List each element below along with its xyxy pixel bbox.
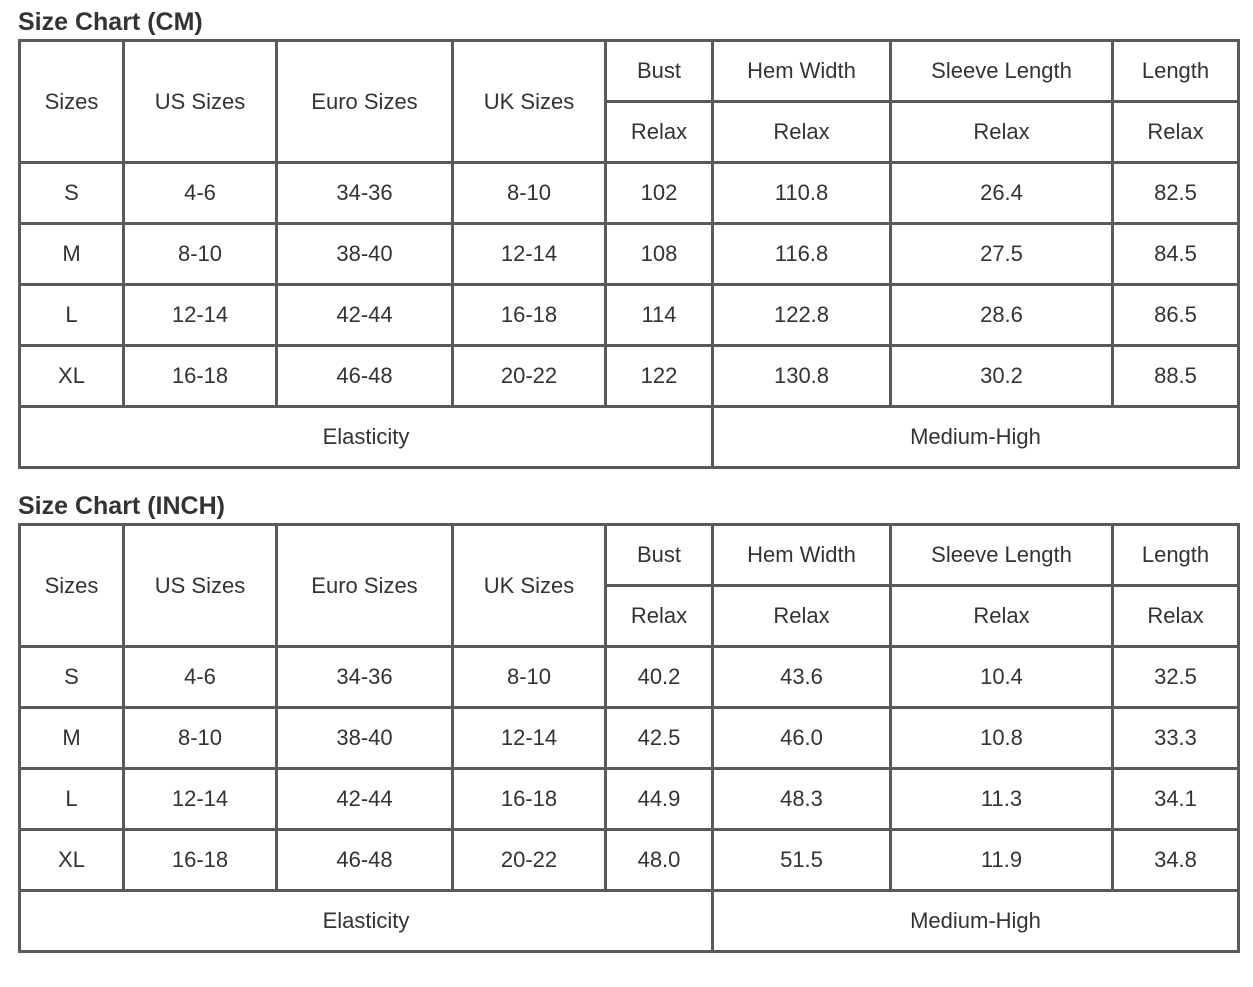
cell-length: 32.5: [1113, 647, 1239, 708]
cell-uk-size: 20-22: [453, 830, 606, 891]
elasticity-value: Medium-High: [713, 891, 1239, 952]
footer-row: [20, 891, 1239, 952]
table-row: [20, 769, 1239, 830]
cell-euro-size: 42-44: [277, 285, 453, 346]
cell-euro-size: 46-48: [277, 346, 453, 407]
size-chart-inch-table: [18, 523, 1240, 953]
size-chart-cm-table: [18, 39, 1240, 469]
cell-sleeve-length: 10.8: [891, 708, 1113, 769]
cell-sleeve-length: 26.4: [891, 163, 1113, 224]
subheader-relax: Relax: [606, 102, 713, 163]
cell-uk-size: 12-14: [453, 224, 606, 285]
cell-size: S: [20, 647, 124, 708]
cell-euro-size: 42-44: [277, 769, 453, 830]
cell-bust: 42.5: [606, 708, 713, 769]
header-us-sizes: US Sizes: [124, 41, 277, 163]
cell-sleeve-length: 30.2: [891, 346, 1113, 407]
cell-bust: 44.9: [606, 769, 713, 830]
cell-uk-size: 12-14: [453, 708, 606, 769]
table-row: [20, 708, 1239, 769]
subheader-relax: Relax: [713, 102, 891, 163]
header-us-sizes: US Sizes: [124, 525, 277, 647]
cell-length: 86.5: [1113, 285, 1239, 346]
cell-sleeve-length: 11.9: [891, 830, 1113, 891]
cell-uk-size: 8-10: [453, 647, 606, 708]
subheader-relax: Relax: [1113, 102, 1239, 163]
cell-hem-width: 46.0: [713, 708, 891, 769]
cell-size: M: [20, 708, 124, 769]
cell-hem-width: 122.8: [713, 285, 891, 346]
subheader-relax: Relax: [1113, 586, 1239, 647]
cell-sleeve-length: 10.4: [891, 647, 1113, 708]
cell-sleeve-length: 11.3: [891, 769, 1113, 830]
header-sleeve-length: Sleeve Length: [891, 41, 1113, 102]
cell-uk-size: 16-18: [453, 769, 606, 830]
table-row: [20, 346, 1239, 407]
cell-sleeve-length: 28.6: [891, 285, 1113, 346]
cell-us-size: 4-6: [124, 163, 277, 224]
cell-us-size: 16-18: [124, 346, 277, 407]
cell-bust: 40.2: [606, 647, 713, 708]
cell-length: 88.5: [1113, 346, 1239, 407]
cell-euro-size: 34-36: [277, 647, 453, 708]
cell-uk-size: 16-18: [453, 285, 606, 346]
cell-hem-width: 110.8: [713, 163, 891, 224]
header-row: [20, 41, 1239, 102]
cell-size: S: [20, 163, 124, 224]
footer-row: [20, 407, 1239, 468]
cell-us-size: 12-14: [124, 285, 277, 346]
cell-size: XL: [20, 830, 124, 891]
cell-bust: 108: [606, 224, 713, 285]
cell-sleeve-length: 27.5: [891, 224, 1113, 285]
header-sleeve-length: Sleeve Length: [891, 525, 1113, 586]
cell-us-size: 8-10: [124, 708, 277, 769]
header-bust: Bust: [606, 41, 713, 102]
size-chart-inch-title: Size Chart (INCH): [18, 492, 225, 520]
cell-bust: 48.0: [606, 830, 713, 891]
cell-bust: 102: [606, 163, 713, 224]
subheader-relax: Relax: [713, 586, 891, 647]
table-row: [20, 647, 1239, 708]
cell-size: L: [20, 769, 124, 830]
cell-hem-width: 116.8: [713, 224, 891, 285]
cell-uk-size: 20-22: [453, 346, 606, 407]
cell-size: L: [20, 285, 124, 346]
header-uk-sizes: UK Sizes: [453, 525, 606, 647]
header-euro-sizes: Euro Sizes: [277, 41, 453, 163]
header-length: Length: [1113, 525, 1239, 586]
header-sizes: Sizes: [20, 525, 124, 647]
table-row: [20, 224, 1239, 285]
cell-length: 33.3: [1113, 708, 1239, 769]
cell-euro-size: 38-40: [277, 224, 453, 285]
cell-euro-size: 34-36: [277, 163, 453, 224]
size-chart-cm-title: Size Chart (CM): [18, 8, 203, 36]
cell-length: 84.5: [1113, 224, 1239, 285]
cell-us-size: 16-18: [124, 830, 277, 891]
cell-size: M: [20, 224, 124, 285]
cell-euro-size: 38-40: [277, 708, 453, 769]
header-bust: Bust: [606, 525, 713, 586]
cell-bust: 114: [606, 285, 713, 346]
elasticity-label: Elasticity: [20, 407, 713, 468]
cell-size: XL: [20, 346, 124, 407]
cell-hem-width: 43.6: [713, 647, 891, 708]
cell-us-size: 8-10: [124, 224, 277, 285]
table-row: [20, 285, 1239, 346]
cell-us-size: 12-14: [124, 769, 277, 830]
header-hem-width: Hem Width: [713, 41, 891, 102]
subheader-relax: Relax: [891, 586, 1113, 647]
elasticity-label: Elasticity: [20, 891, 713, 952]
elasticity-value: Medium-High: [713, 407, 1239, 468]
subheader-relax: Relax: [891, 102, 1113, 163]
cell-euro-size: 46-48: [277, 830, 453, 891]
table-row: [20, 163, 1239, 224]
cell-length: 34.1: [1113, 769, 1239, 830]
cell-us-size: 4-6: [124, 647, 277, 708]
cell-hem-width: 130.8: [713, 346, 891, 407]
header-length: Length: [1113, 41, 1239, 102]
header-row: [20, 525, 1239, 586]
cell-uk-size: 8-10: [453, 163, 606, 224]
subheader-relax: Relax: [606, 586, 713, 647]
header-euro-sizes: Euro Sizes: [277, 525, 453, 647]
header-uk-sizes: UK Sizes: [453, 41, 606, 163]
cell-bust: 122: [606, 346, 713, 407]
cell-length: 82.5: [1113, 163, 1239, 224]
header-sizes: Sizes: [20, 41, 124, 163]
header-hem-width: Hem Width: [713, 525, 891, 586]
table-row: [20, 830, 1239, 891]
cell-hem-width: 51.5: [713, 830, 891, 891]
cell-length: 34.8: [1113, 830, 1239, 891]
cell-hem-width: 48.3: [713, 769, 891, 830]
